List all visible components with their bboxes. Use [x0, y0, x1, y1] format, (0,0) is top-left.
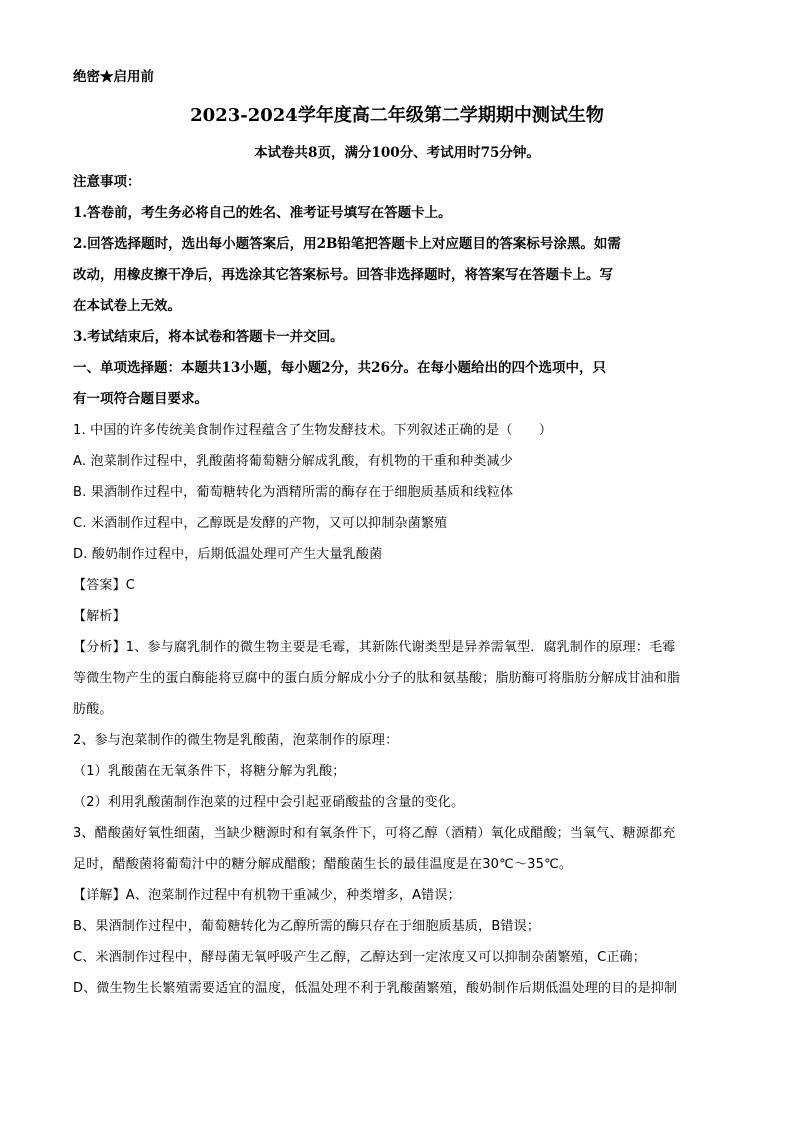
detail-line-4: D、微生物生长繁殖需要适宜的温度，低温处理不利于乳酸菌繁殖，酸奶制作后期低温处理的目的是抑制	[73, 981, 678, 996]
detail-line-3: C、米酒制作过程中，酵母菌无氧呼吸产生乙醇，乙醇达到一定浓度又可以抑制杂菌繁殖，C正确；	[73, 950, 646, 965]
option-d: D. 酸奶制作过程中，后期低温处理可产生大量乳酸菌	[73, 547, 383, 562]
page-subtitle: 本试卷共8页，满分100分、考试用时75分钟。	[254, 145, 540, 161]
analysis-line-8: 足时，醋酸菌将葡萄汁中的糖分解成醋酸；醋酸菌生长的最佳温度是在30℃～35℃。	[73, 857, 573, 872]
section-heading-line-2: 有一项符合题目要求。	[73, 391, 208, 407]
notice-heading: 注意事项：	[73, 174, 141, 190]
option-b: B. 果酒制作过程中，葡萄糖转化为酒精所需的酶存在于细胞质基质和线粒体	[73, 485, 514, 500]
analysis-line-5: （1）乳酸菌在无氧条件下，将糖分解为乳酸；	[73, 764, 346, 779]
analysis-line-7: 3、醋酸菌好氧性细菌，当缺少糖源时和有氧条件下，可将乙醇（酒精）氧化成醋酸；当氧气、糖源都充	[73, 826, 676, 841]
analysis-line-3: 肪酸。	[73, 702, 113, 717]
detail-line-1: 【详解】A、泡菜制作过程中有机物干重减少，种类增多，A错误；	[73, 888, 461, 903]
analysis-line-2: 等微生物产生的蛋白酶能将豆腐中的蛋白质分解成小分子的肽和氨基酸；脂肪酶可将脂肪分解成甘油和脂	[73, 671, 681, 686]
question-stem: 1. 中国的许多传统美食制作过程蕴含了生物发酵技术。下列叙述正确的是（ ）	[73, 423, 553, 438]
analysis-line-1: 【分析】1、参与腐乳制作的微生物主要是毛霉，其新陈代谢类型是异养需氧型．腐乳制作的原理：毛霉	[73, 640, 676, 655]
answer-label: 【答案】C	[73, 578, 136, 593]
option-a: A. 泡菜制作过程中，乳酸菌将葡萄糖分解成乳酸，有机物的干重和种类减少	[73, 454, 513, 469]
section-heading-line-1: 一、单项选择题：本题共13小题，每小题2分，共26分。在每小题给出的四个选项中，只	[73, 360, 606, 376]
analysis-label: 【解析】	[73, 609, 126, 624]
analysis-line-4: 2、参与泡菜制作的微生物是乳酸菌，泡菜制作的原理：	[73, 733, 399, 748]
option-c: C. 米酒制作过程中，乙醇既是发酵的产物，又可以抑制杂菌繁殖	[73, 516, 448, 531]
analysis-line-6: （2）利用乳酸菌制作泡菜的过程中会引起亚硝酸盐的含量的变化。	[73, 795, 465, 810]
secret-label: 绝密★启用前	[73, 69, 154, 85]
notice-item-1: 1.答卷前，考生务必将自己的姓名、准考证号填写在答题卡上。	[73, 205, 452, 221]
detail-line-2: B、果酒制作过程中，葡萄糖转化为乙醇所需的酶只存在于细胞质基质，B错误；	[73, 919, 541, 934]
notice-item-2-line-3: 在本试卷上无效。	[73, 298, 181, 314]
notice-item-3: 3.考试结束后，将本试卷和答题卡一并交回。	[73, 329, 344, 345]
notice-item-2-line-1: 2.回答选择题时，选出每小题答案后，用2B铅笔把答题卡上对应题目的答案标号涂黑。如需	[73, 236, 621, 252]
notice-item-2-line-2: 改动，用橡皮擦干净后，再选涂其它答案标号。回答非选择题时，将答案写在答题卡上。写	[73, 267, 613, 283]
page-title: 2023-2024学年度高二年级第二学期期中测试生物	[190, 105, 604, 126]
